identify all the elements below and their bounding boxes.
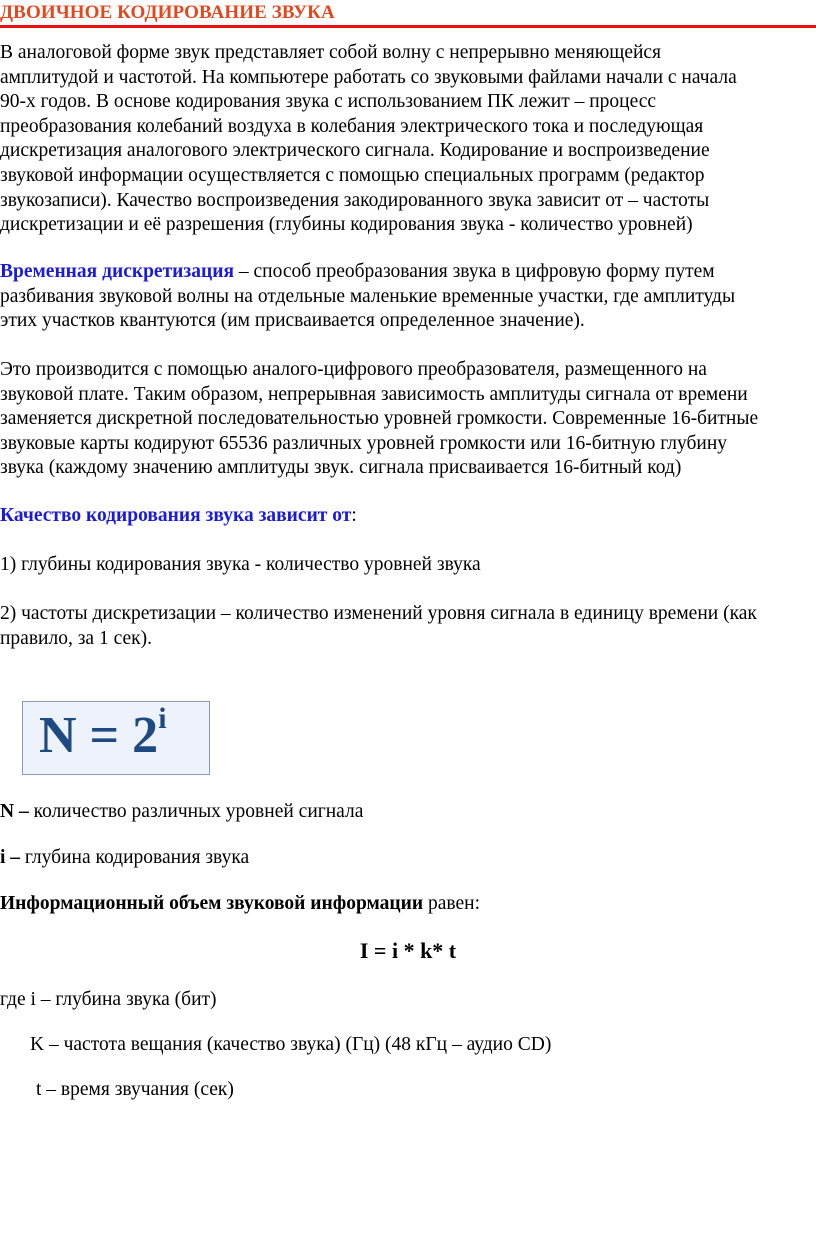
where-line-1: где i – глубина звука (бит) bbox=[0, 989, 217, 1010]
volume-formula: I = i * k* t bbox=[359, 938, 457, 963]
volume-bold: Информационный объем звуковой информации bbox=[0, 893, 424, 914]
title-divider bbox=[0, 25, 816, 28]
definition-text: количество различных уровней сигнала bbox=[28, 801, 364, 822]
where-line-2: K – частота вещания (качество звука) (Гц) (48 кГц – аудио CD) bbox=[30, 1034, 552, 1055]
volume-statement bbox=[0, 892, 480, 917]
text-line: В аналоговой форме звук представляет собой волну с непрерывно меняющейся bbox=[0, 42, 662, 63]
page-title: ДВОИЧНОЕ КОДИРОВАНИЕ ЗВУКА bbox=[0, 2, 335, 23]
temporal-paragraph bbox=[0, 260, 735, 334]
volume-rest: равен: bbox=[423, 893, 481, 914]
definition-text: глубина кодирования звука bbox=[20, 847, 250, 868]
list-item-1: 1) глубины кодирования звука - количество уровней звука bbox=[0, 554, 481, 575]
text-line: дискретизации и её разрешения (глубины кодирования звука - количество уровней) bbox=[0, 214, 693, 236]
quality-heading-text: Качество кодирования звука зависит от bbox=[0, 505, 352, 526]
text-line: амплитудой и частотой. На компьютере работать со звуковыми файлами начали с начала bbox=[0, 66, 737, 88]
text-line: преобразования колебаний воздуха в колебания электрического тока и последующая bbox=[0, 115, 704, 137]
text-line: этих участков квантуются (им присваивается определенное значение). bbox=[0, 310, 585, 332]
temporal-term: Временная дискретизация bbox=[0, 261, 234, 282]
symbol-n: N – bbox=[0, 801, 29, 822]
definition-i bbox=[0, 846, 249, 871]
symbol-i: i – bbox=[0, 847, 21, 868]
text-line: дискретизация аналогового электрического сигнала. Кодирование и воспроизведение bbox=[0, 140, 710, 162]
text-line: правило, за 1 сек). bbox=[0, 627, 152, 649]
text-line: разбивания звуковой волны на отдельные маленькие временные участки, где амплитуды bbox=[0, 285, 736, 307]
where-line-3: t – время звучания (сек) bbox=[36, 1079, 234, 1100]
text-line: звука (каждому значению амплитуды звук. сигнала присваивается 16-битный код) bbox=[0, 457, 682, 479]
text-line: Это производится с помощью аналого-цифрового преобразователя, размещенного на bbox=[0, 359, 707, 380]
colon: : bbox=[351, 505, 357, 526]
text-line: звуковой плате. Таким образом, непрерывная зависимость амплитуды сигнала от времени bbox=[0, 383, 748, 405]
list-item-2 bbox=[0, 602, 757, 651]
text-line: 2) частоты дискретизации – количество изменений уровня сигнала в единицу времени (как bbox=[0, 603, 757, 624]
text-line: звуковой информации осуществляется с помощью специальных программ (редактор bbox=[0, 164, 705, 186]
intro-paragraph bbox=[0, 41, 737, 238]
text-line: звукозаписи). Качество воспроизведения закодированного звука зависит от – частоты bbox=[0, 189, 710, 211]
formula-image bbox=[22, 701, 210, 775]
definition-n bbox=[0, 800, 363, 825]
text-line: звуковые карты кодируют 65536 различных уровней громкости или 16-битную глубину bbox=[0, 432, 728, 454]
quality-heading bbox=[0, 504, 357, 529]
formula-n-equals-2-pow-i: $N = 2^i$ bbox=[39, 701, 167, 764]
text-line: заменяется дискретной последовательностью уровней громкости. Современные 16-битные bbox=[0, 408, 759, 430]
adc-paragraph bbox=[0, 358, 758, 481]
text-line: – способ преобразования звука в цифровую форму путем bbox=[234, 261, 715, 282]
text-line: 90-х годов. В основе кодирования звука с использованием ПК лежит – процесс bbox=[0, 91, 657, 113]
